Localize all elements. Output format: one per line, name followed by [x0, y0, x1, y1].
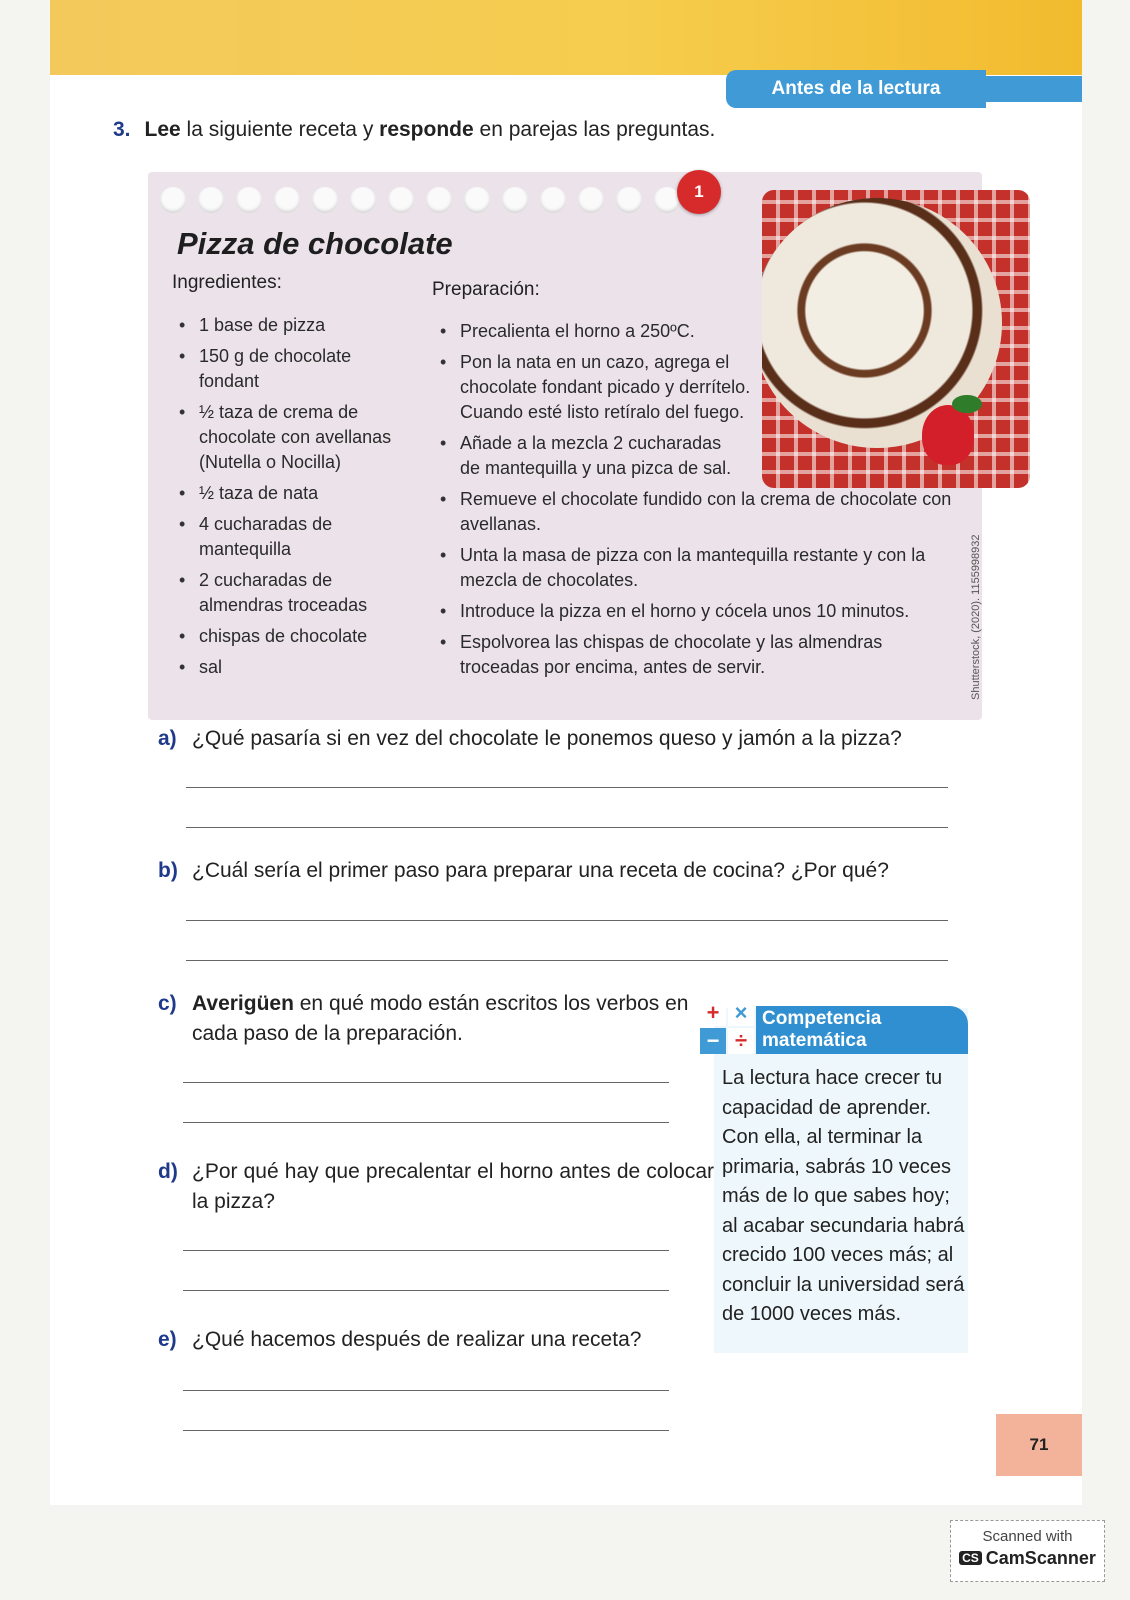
preparation-step: • Precalienta el horno a 250ºC.	[438, 319, 760, 344]
ring-dot	[160, 187, 186, 213]
scanner-brand	[951, 1548, 1104, 1569]
ring-dot	[198, 187, 224, 213]
ingredients-list	[177, 313, 409, 686]
answer-line[interactable]	[183, 1082, 669, 1083]
question-e	[158, 1325, 680, 1355]
scanner-caption: Scanned with	[982, 1528, 1073, 1545]
competencia-header	[756, 1006, 968, 1054]
preparation-step: • Remueve el chocolate fundido con la crema de chocolate con avellanas.	[438, 487, 958, 537]
ingredient-item: • 150 g de chocolate fondant	[177, 344, 409, 394]
instruction-text: la siguiente receta y	[180, 118, 380, 141]
plus-icon: +	[700, 1000, 726, 1026]
competencia-text: La lectura hace crecer tu capacidad de aprender. Con ella, al terminar la primaria, sabrás 10 veces más de lo que sabes hoy; al acabar secundaria habrá crecido 100 veces más; al concluir la universidad será de 1000 veces más.	[722, 1067, 965, 1325]
answer-line[interactable]	[186, 960, 948, 961]
question-text: ¿Cuál sería el primer paso para preparar una receta de cocina? ¿Por qué?	[192, 859, 889, 882]
preparation-step: • Añade a la mezcla 2 cucharadas de mantequilla y una pizca de sal.	[438, 431, 740, 481]
math-operations-icon	[700, 1000, 756, 1056]
exercise-instruction	[113, 118, 715, 142]
ring-dot	[464, 187, 490, 213]
question-label: c)	[158, 992, 177, 1015]
ingredient-item: • ½ taza de nata	[177, 481, 409, 506]
answer-line[interactable]	[186, 827, 948, 828]
photo-credit: Shutterstock, (2020). 1155998932	[970, 534, 982, 700]
answer-line[interactable]	[183, 1390, 669, 1391]
competencia-title-line2: matemática	[762, 1030, 867, 1051]
question-label: b)	[158, 859, 178, 882]
question-label: e)	[158, 1328, 177, 1351]
ingredient-item: • 4 cucharadas de mantequilla	[177, 512, 409, 562]
ring-dot	[616, 187, 642, 213]
top-color-band	[50, 0, 1082, 75]
ring-dot	[426, 187, 452, 213]
answer-line[interactable]	[183, 1122, 669, 1123]
scanner-brand-name: CamScanner	[985, 1548, 1096, 1568]
ingredient-item: • chispas de chocolate	[177, 624, 409, 649]
preparation-list	[438, 319, 958, 686]
instruction-verb-read: Lee	[144, 118, 181, 141]
question-text: ¿Qué hacemos después de realizar una receta?	[192, 1328, 642, 1351]
divide-icon: ÷	[728, 1028, 754, 1054]
question-verb: Averigüen	[192, 992, 294, 1015]
ingredients-heading: Ingredientes:	[172, 272, 282, 293]
ring-dot	[578, 187, 604, 213]
answer-line[interactable]	[186, 787, 948, 788]
question-a	[158, 724, 958, 754]
question-text: ¿Por qué hay que precalentar el horno antes de colocar la pizza?	[192, 1160, 714, 1213]
instruction-verb-answer: responde	[379, 118, 474, 141]
section-tab-extension	[986, 76, 1082, 102]
answer-line[interactable]	[183, 1430, 669, 1431]
ring-dot	[502, 187, 528, 213]
multiply-icon: ×	[728, 1000, 754, 1026]
question-label: d)	[158, 1160, 178, 1183]
ingredient-item: • 1 base de pizza	[177, 313, 409, 338]
competencia-title-line1: Competencia	[762, 1008, 882, 1029]
preparation-step: • Unta la masa de pizza con la mantequilla restante y con la mezcla de chocolates.	[438, 543, 958, 593]
camscanner-watermark	[950, 1520, 1105, 1582]
question-b	[158, 856, 958, 886]
ring-dot	[274, 187, 300, 213]
exercise-number: 3.	[113, 118, 131, 141]
page-number: 71	[996, 1414, 1082, 1476]
ingredient-item: • 2 cucharadas de almendras troceadas	[177, 568, 409, 618]
question-text: en qué modo están escritos los verbos en cada paso de la preparación.	[192, 992, 689, 1045]
notebook-rings	[160, 187, 720, 215]
ring-dot	[236, 187, 262, 213]
question-text: ¿Qué pasaría si en vez del chocolate le ponemos queso y jamón a la pizza?	[192, 727, 902, 750]
answer-line[interactable]	[183, 1290, 669, 1291]
answer-line[interactable]	[183, 1250, 669, 1251]
preparation-step: • Introduce la pizza en el horno y cócela unos 10 minutos.	[438, 599, 958, 624]
preparation-heading: Preparación:	[432, 279, 540, 300]
question-d	[158, 1157, 714, 1217]
answer-line[interactable]	[186, 920, 948, 921]
ingredient-item: • ½ taza de crema de chocolate con avellanas (Nutella o Nocilla)	[177, 400, 409, 475]
ingredient-item: • sal	[177, 655, 409, 680]
preparation-step: • Pon la nata en un cazo, agrega el chocolate fondant picado y derrítelo. Cuando esté listo retíralo del fuego.	[438, 350, 760, 425]
recipe-number-badge: 1	[677, 170, 721, 214]
camscanner-logo-icon: CS	[959, 1551, 982, 1565]
section-tab: Antes de la lectura	[726, 70, 986, 108]
ring-dot	[312, 187, 338, 213]
ring-dot	[388, 187, 414, 213]
question-c	[158, 989, 714, 1049]
minus-icon: −	[700, 1028, 726, 1054]
ring-dot	[350, 187, 376, 213]
ring-dot	[540, 187, 566, 213]
question-label: a)	[158, 727, 177, 750]
preparation-step: • Espolvorea las chispas de chocolate y las almendras troceadas por encima, antes de servir.	[438, 630, 958, 680]
recipe-title: Pizza de chocolate	[177, 226, 453, 261]
instruction-text-end: en parejas las preguntas.	[473, 118, 716, 141]
